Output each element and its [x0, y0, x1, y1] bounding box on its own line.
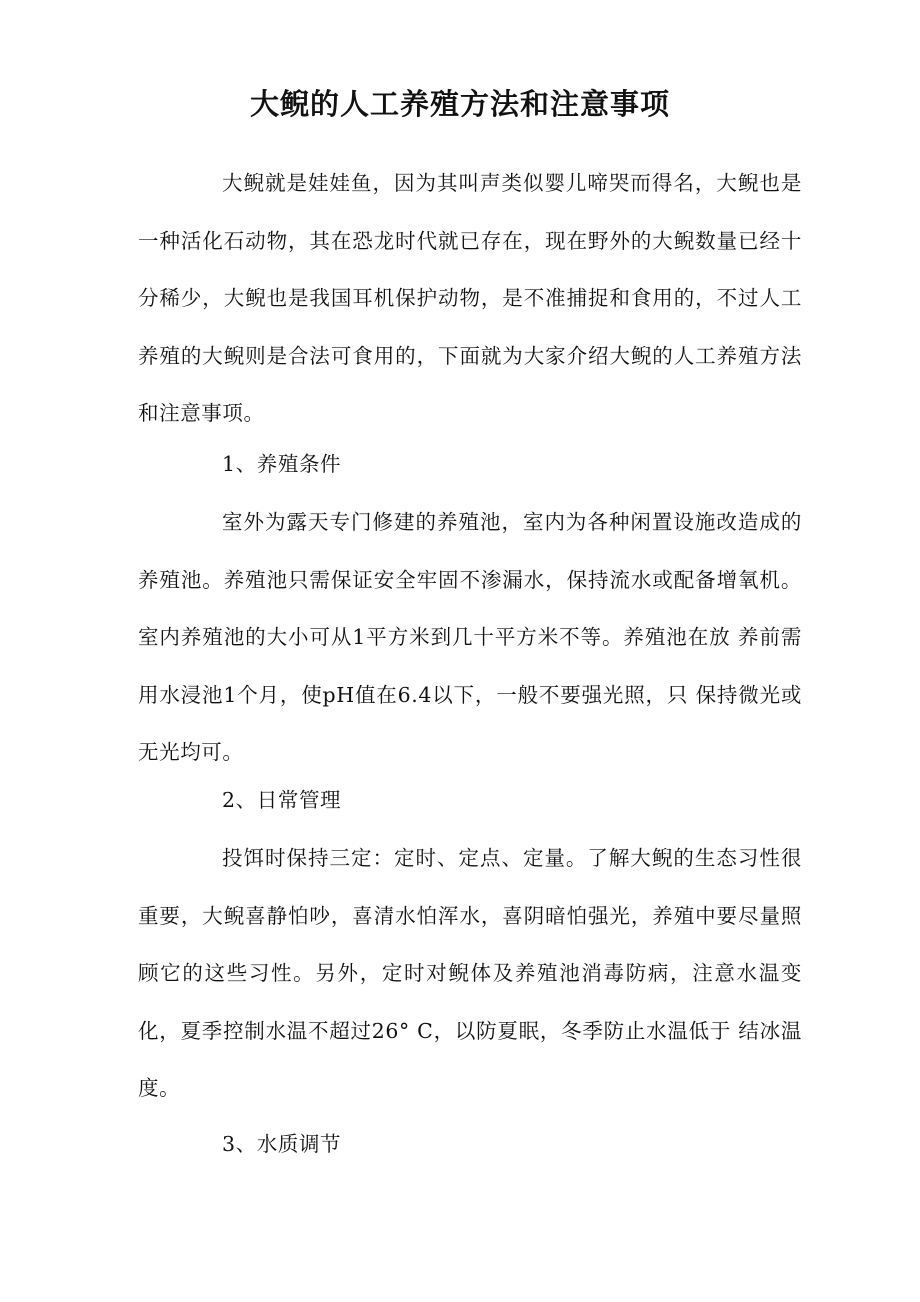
intro-paragraph: 大鲵就是娃娃鱼，因为其叫声类似婴儿啼哭而得名，大鲵也是一种活化石动物，其在恐龙时代就已存在，现在野外的大鲵数量已经十分稀少，大鲵也是我国耳机保护动物，是不准捕捉和食用的，不过人工养殖的大鲵则是合法可食用的，下面就为大家介绍大鲵的人工养殖方法和注意事项。 — [138, 171, 802, 425]
document-title: 大鲵的人工养殖方法和注意事项 — [249, 87, 670, 121]
section-heading-conditions: 1、养殖条件 — [222, 452, 342, 476]
section-heading-water-quality: 3、水质调节 — [222, 1132, 342, 1156]
section-body-conditions: 室外为露天专门修建的养殖池，室内为各种闲置设施改造成的养殖池。养殖池只需保证安全牢固不渗漏水，保持流水或配备增氧机。室内养殖池的大小可从1平方米到几十平方米不等。养殖池在放 养前需用水浸池1个月，使pH值在6.4以下，一般不要强光照，只 保持微光或无光均可。 — [138, 510, 802, 764]
section-body-daily-management: 投饵时保持三定：定时、定点、定量。了解大鲵的生态习性很重要，大鲵喜静怕吵，喜清水怕浑水，喜阴暗怕强光，养殖中要尽量照顾它的这些习性。另外，定时对鲵体及养殖池消毒防病，注意水温变化，夏季控制水温不超过26° C，以防夏眠，冬季防止水温低于 结冰温度。 — [138, 846, 802, 1100]
section-heading-daily-management: 2、日常管理 — [222, 788, 342, 812]
